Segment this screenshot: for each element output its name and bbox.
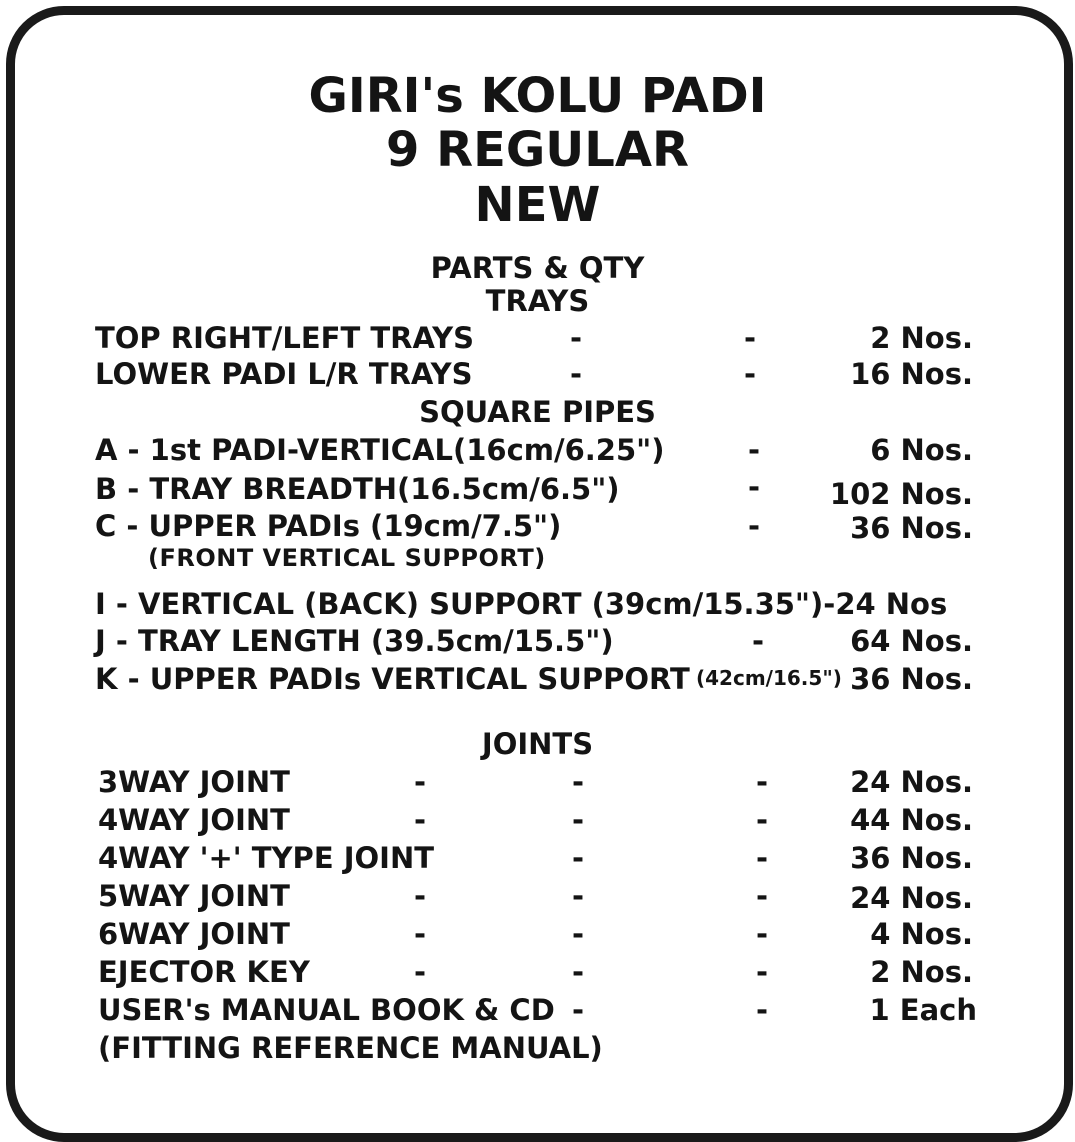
tray-qty: 2 Nos. [870, 321, 973, 355]
pipe-name: A - 1st PADI-VERTICAL(16cm/6.25") [95, 433, 665, 467]
pipe-qty: 6 Nos. [870, 433, 973, 467]
pipe-qty: 64 Nos. [850, 624, 973, 658]
section-square-pipes: SQUARE PIPES [419, 395, 656, 429]
dash: - [414, 765, 427, 799]
joint-qty: 4 Nos. [870, 917, 973, 951]
joint-qty: 1 Each [869, 993, 977, 1027]
section-joints: JOINTS [481, 727, 594, 761]
dash: - [414, 879, 427, 913]
dash: - [756, 879, 769, 913]
dash: - [748, 470, 761, 504]
joint-name: 6WAY JOINT [98, 917, 290, 951]
dash: - [756, 803, 769, 837]
dash: - [572, 765, 585, 799]
joint-qty: 24 Nos. [850, 765, 973, 799]
joint-qty: 36 Nos. [850, 841, 973, 875]
joint-name: EJECTOR KEY [98, 955, 310, 989]
dash: - [752, 624, 765, 658]
joint-name: 5WAY JOINT [98, 879, 290, 913]
dash: - [756, 841, 769, 875]
dash: - [572, 879, 585, 913]
pipe-subnote: (FRONT VERTICAL SUPPORT) [148, 544, 546, 572]
title-line-3: NEW [474, 177, 601, 233]
joint-name: 3WAY JOINT [98, 765, 290, 799]
joint-name: USER's MANUAL BOOK & CD [98, 993, 555, 1027]
dash: - [572, 993, 585, 1027]
dash: - [748, 433, 761, 467]
dash: - [756, 765, 769, 799]
tray-name: LOWER PADI L/R TRAYS [95, 357, 473, 391]
pipe-size: (42cm/16.5") [696, 666, 842, 690]
joint-qty: 24 Nos. [850, 881, 973, 915]
dash: - [572, 841, 585, 875]
pipe-qty: 36 Nos. [850, 662, 973, 696]
dash: - [744, 357, 757, 391]
pipe-name: K - UPPER PADIs VERTICAL SUPPORT [95, 662, 690, 696]
dash: - [756, 955, 769, 989]
dash: - [414, 917, 427, 951]
section-parts-qty: PARTS & QTY [430, 251, 645, 285]
joint-qty: 44 Nos. [850, 803, 973, 837]
dash: - [414, 803, 427, 837]
dash: - [572, 917, 585, 951]
joint-qty: 2 Nos. [870, 955, 973, 989]
pipe-name: B - TRAY BREADTH(16.5cm/6.5") [95, 472, 620, 506]
dash: - [414, 955, 427, 989]
joint-subnote: (FITTING REFERENCE MANUAL) [98, 1031, 603, 1065]
pipe-qty: 36 Nos. [850, 511, 973, 545]
dash: - [744, 321, 757, 355]
tray-name: TOP RIGHT/LEFT TRAYS [95, 321, 474, 355]
dash: - [756, 993, 769, 1027]
pipe-name: I - VERTICAL (BACK) SUPPORT (39cm/15.35")-24 Nos [95, 587, 948, 621]
dash: - [572, 803, 585, 837]
title-line-1: GIRI's KOLU PADI [308, 68, 767, 124]
dash: - [570, 357, 583, 391]
dash: - [756, 917, 769, 951]
dash: - [748, 509, 761, 543]
dash: - [572, 955, 585, 989]
section-trays: TRAYS [485, 284, 590, 318]
joint-name: 4WAY '+' TYPE JOINT [98, 841, 435, 875]
pipe-name: C - UPPER PADIs (19cm/7.5") [95, 509, 562, 543]
title-line-2: 9 REGULAR [386, 122, 689, 178]
tray-qty: 16 Nos. [850, 357, 973, 391]
dash: - [570, 321, 583, 355]
pipe-name: J - TRAY LENGTH (39.5cm/15.5") [95, 624, 614, 658]
joint-name: 4WAY JOINT [98, 803, 290, 837]
pipe-qty: 102 Nos. [829, 477, 973, 511]
